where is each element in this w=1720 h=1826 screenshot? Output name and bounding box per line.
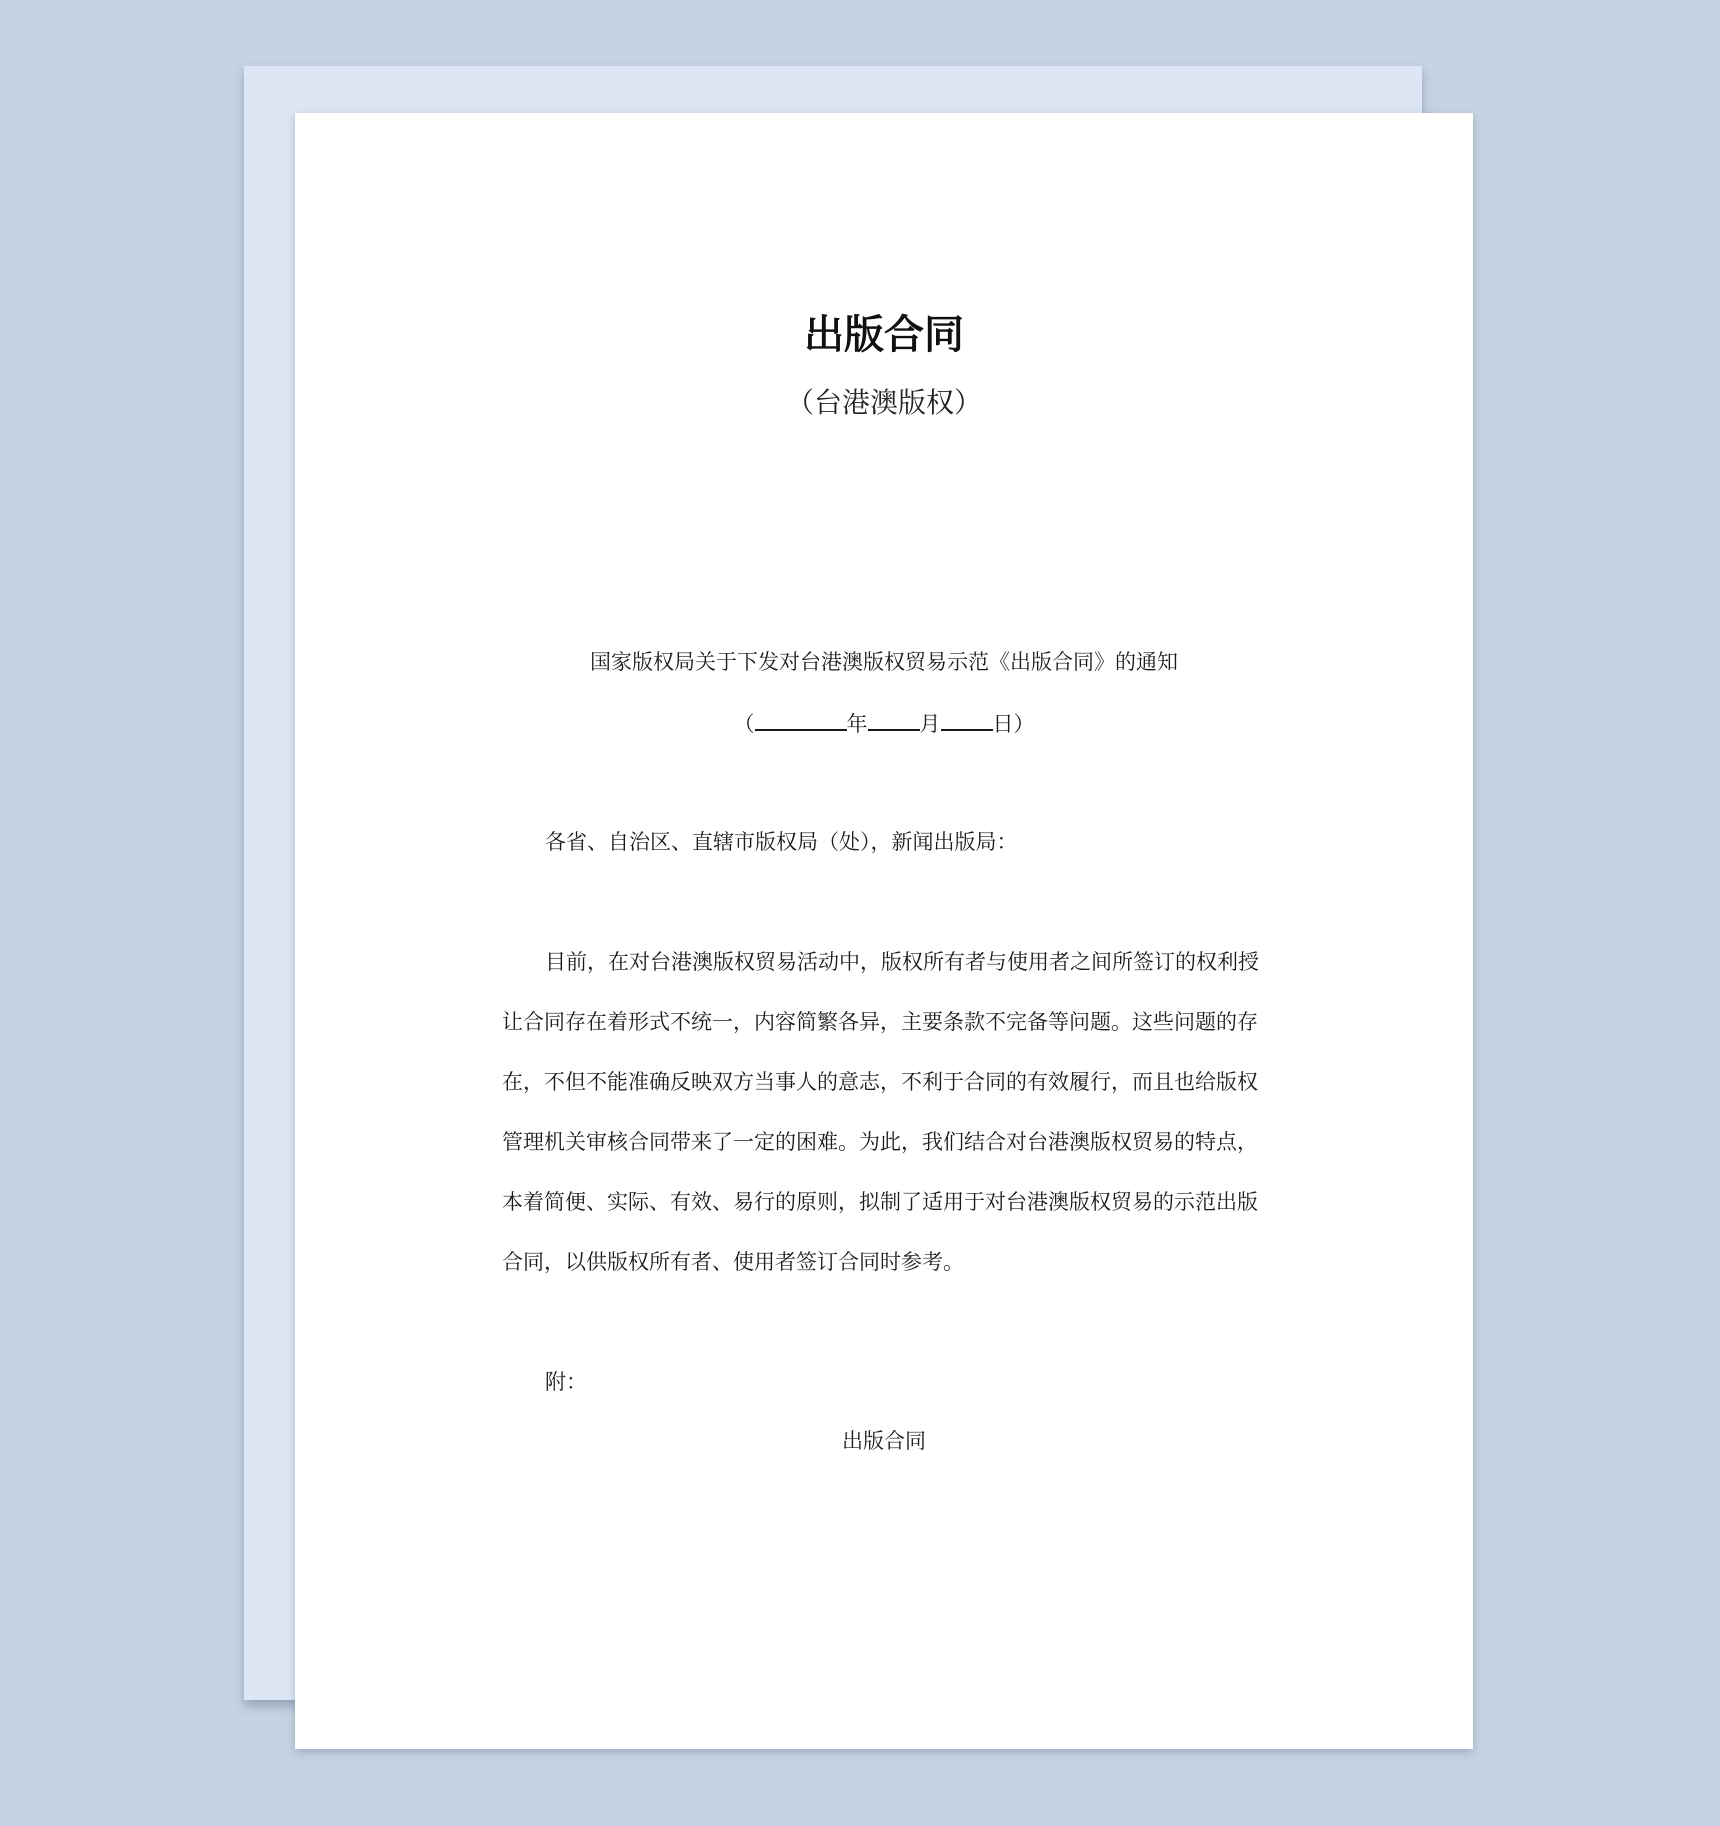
attachment-item: 出版合同 — [842, 1429, 926, 1453]
month-label: 月 — [919, 712, 941, 736]
document-subtitle: （台港澳版权） — [785, 386, 982, 419]
month-blank — [868, 707, 920, 731]
paragraph-line: 在，不但不能准确反映双方当事人的意志，不利于合同的有效履行，而且也给版权 — [502, 1070, 1258, 1094]
year-blank — [755, 707, 847, 731]
day-blank — [941, 707, 993, 731]
year-label: 年 — [846, 712, 868, 736]
salutation: 各省、自治区、直辖市版权局（处），新闻出版局： — [545, 830, 1018, 854]
date-open-paren: （ — [733, 712, 755, 736]
paragraph-line: 让合同存在着形式不统一，内容简繁各异，主要条款不完备等问题。这些问题的存 — [502, 1010, 1258, 1034]
attachment-label: 附： — [545, 1370, 587, 1394]
notice-title: 国家版权局关于下发对台港澳版权贸易示范《出版合同》的通知 — [590, 650, 1178, 674]
date-line — [295, 707, 1473, 739]
paragraph-line: 目前，在对台港澳版权贸易活动中，版权所有者与使用者之间所签订的权利授 — [545, 950, 1259, 974]
paragraph-line: 本着简便、实际、有效、易行的原则，拟制了适用于对台港澳版权贸易的示范出版 — [502, 1190, 1258, 1214]
document-title: 出版合同 — [804, 312, 964, 358]
day-label: 日） — [992, 712, 1035, 736]
paragraph-line: 管理机关审核合同带来了一定的困难。为此，我们结合对台港澳版权贸易的特点， — [502, 1130, 1258, 1154]
document-page — [295, 113, 1473, 1749]
paragraph-line: 合同，以供版权所有者、使用者签订合同时参考。 — [502, 1250, 964, 1274]
